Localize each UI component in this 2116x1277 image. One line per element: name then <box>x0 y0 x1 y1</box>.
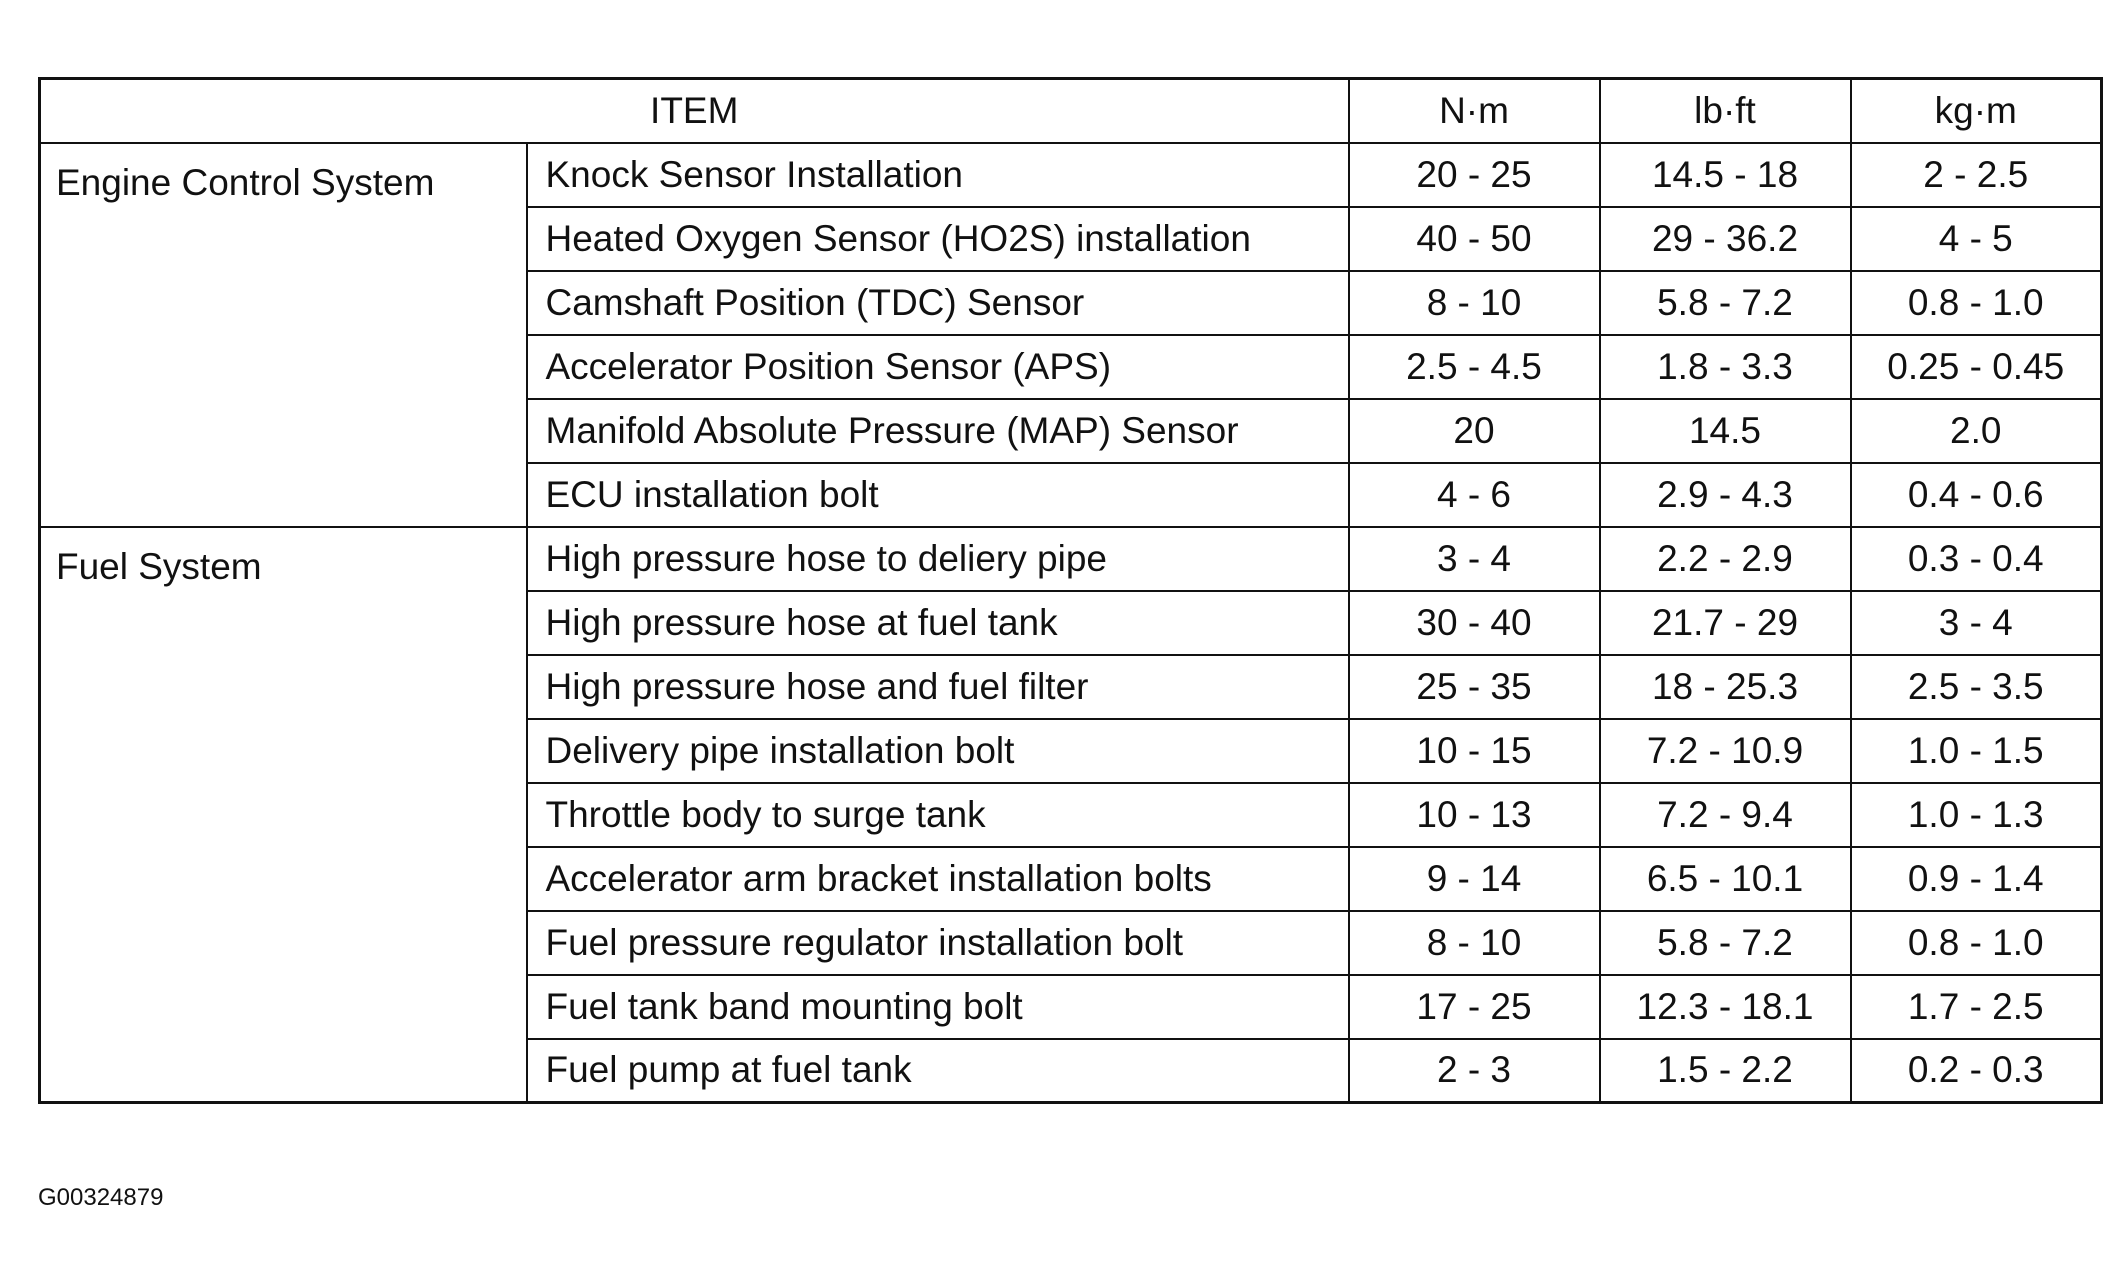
kgm-cell: 0.4 - 0.6 <box>1851 463 2102 527</box>
item-cell: Fuel pressure regulator installation bolt <box>527 911 1349 975</box>
torque-specification-table <box>38 77 2103 1104</box>
nm-cell: 8 - 10 <box>1349 911 1600 975</box>
lbft-cell: 7.2 - 9.4 <box>1600 783 1851 847</box>
lbft-cell: 1.5 - 2.2 <box>1600 1039 1851 1103</box>
item-cell: Fuel tank band mounting bolt <box>527 975 1349 1039</box>
nm-cell: 2 - 3 <box>1349 1039 1600 1103</box>
kgm-cell: 2.5 - 3.5 <box>1851 655 2102 719</box>
kgm-cell: 1.0 - 1.5 <box>1851 719 2102 783</box>
lbft-cell: 18 - 25.3 <box>1600 655 1851 719</box>
nm-cell: 17 - 25 <box>1349 975 1600 1039</box>
kgm-cell: 0.3 - 0.4 <box>1851 527 2102 591</box>
nm-cell: 8 - 10 <box>1349 271 1600 335</box>
kgm-cell: 1.7 - 2.5 <box>1851 975 2102 1039</box>
nm-cell: 30 - 40 <box>1349 591 1600 655</box>
kgm-cell: 3 - 4 <box>1851 591 2102 655</box>
kgm-cell: 0.2 - 0.3 <box>1851 1039 2102 1103</box>
nm-cell: 9 - 14 <box>1349 847 1600 911</box>
item-cell: Heated Oxygen Sensor (HO2S) installation <box>527 207 1349 271</box>
header-nm: N·m <box>1349 79 1600 143</box>
kgm-cell: 1.0 - 1.3 <box>1851 783 2102 847</box>
kgm-cell: 0.25 - 0.45 <box>1851 335 2102 399</box>
lbft-cell: 2.2 - 2.9 <box>1600 527 1851 591</box>
system-group-label: Engine Control System <box>40 143 527 527</box>
lbft-cell: 1.8 - 3.3 <box>1600 335 1851 399</box>
nm-cell: 3 - 4 <box>1349 527 1600 591</box>
item-cell: ECU installation bolt <box>527 463 1349 527</box>
system-group-label: Fuel System <box>40 527 527 1103</box>
figure-id: G00324879 <box>38 1184 164 1211</box>
nm-cell: 20 <box>1349 399 1600 463</box>
item-cell: Camshaft Position (TDC) Sensor <box>527 271 1349 335</box>
lbft-cell: 5.8 - 7.2 <box>1600 271 1851 335</box>
table-body <box>40 143 2102 1103</box>
nm-cell: 4 - 6 <box>1349 463 1600 527</box>
item-cell: High pressure hose at fuel tank <box>527 591 1349 655</box>
nm-cell: 25 - 35 <box>1349 655 1600 719</box>
header-item: ITEM <box>40 79 1349 143</box>
table-row <box>40 143 2102 207</box>
header-row <box>40 79 2102 143</box>
item-cell: Fuel pump at fuel tank <box>527 1039 1349 1103</box>
lbft-cell: 12.3 - 18.1 <box>1600 975 1851 1039</box>
item-cell: Throttle body to surge tank <box>527 783 1349 847</box>
item-cell: Manifold Absolute Pressure (MAP) Sensor <box>527 399 1349 463</box>
kgm-cell: 0.8 - 1.0 <box>1851 911 2102 975</box>
lbft-cell: 5.8 - 7.2 <box>1600 911 1851 975</box>
lbft-cell: 14.5 - 18 <box>1600 143 1851 207</box>
item-cell: High pressure hose and fuel filter <box>527 655 1349 719</box>
item-cell: High pressure hose to deliery pipe <box>527 527 1349 591</box>
nm-cell: 10 - 15 <box>1349 719 1600 783</box>
table-row <box>40 527 2102 591</box>
lbft-cell: 21.7 - 29 <box>1600 591 1851 655</box>
lbft-cell: 14.5 <box>1600 399 1851 463</box>
item-cell: Delivery pipe installation bolt <box>527 719 1349 783</box>
nm-cell: 10 - 13 <box>1349 783 1600 847</box>
nm-cell: 20 - 25 <box>1349 143 1600 207</box>
nm-cell: 2.5 - 4.5 <box>1349 335 1600 399</box>
lbft-cell: 2.9 - 4.3 <box>1600 463 1851 527</box>
kgm-cell: 4 - 5 <box>1851 207 2102 271</box>
kgm-cell: 2 - 2.5 <box>1851 143 2102 207</box>
kgm-cell: 0.9 - 1.4 <box>1851 847 2102 911</box>
kgm-cell: 0.8 - 1.0 <box>1851 271 2102 335</box>
item-cell: Knock Sensor Installation <box>527 143 1349 207</box>
lbft-cell: 6.5 - 10.1 <box>1600 847 1851 911</box>
item-cell: Accelerator Position Sensor (APS) <box>527 335 1349 399</box>
lbft-cell: 7.2 - 10.9 <box>1600 719 1851 783</box>
item-cell: Accelerator arm bracket installation bolts <box>527 847 1349 911</box>
lbft-cell: 29 - 36.2 <box>1600 207 1851 271</box>
header-kgm: kg·m <box>1851 79 2102 143</box>
kgm-cell: 2.0 <box>1851 399 2102 463</box>
header-lbft: lb·ft <box>1600 79 1851 143</box>
nm-cell: 40 - 50 <box>1349 207 1600 271</box>
